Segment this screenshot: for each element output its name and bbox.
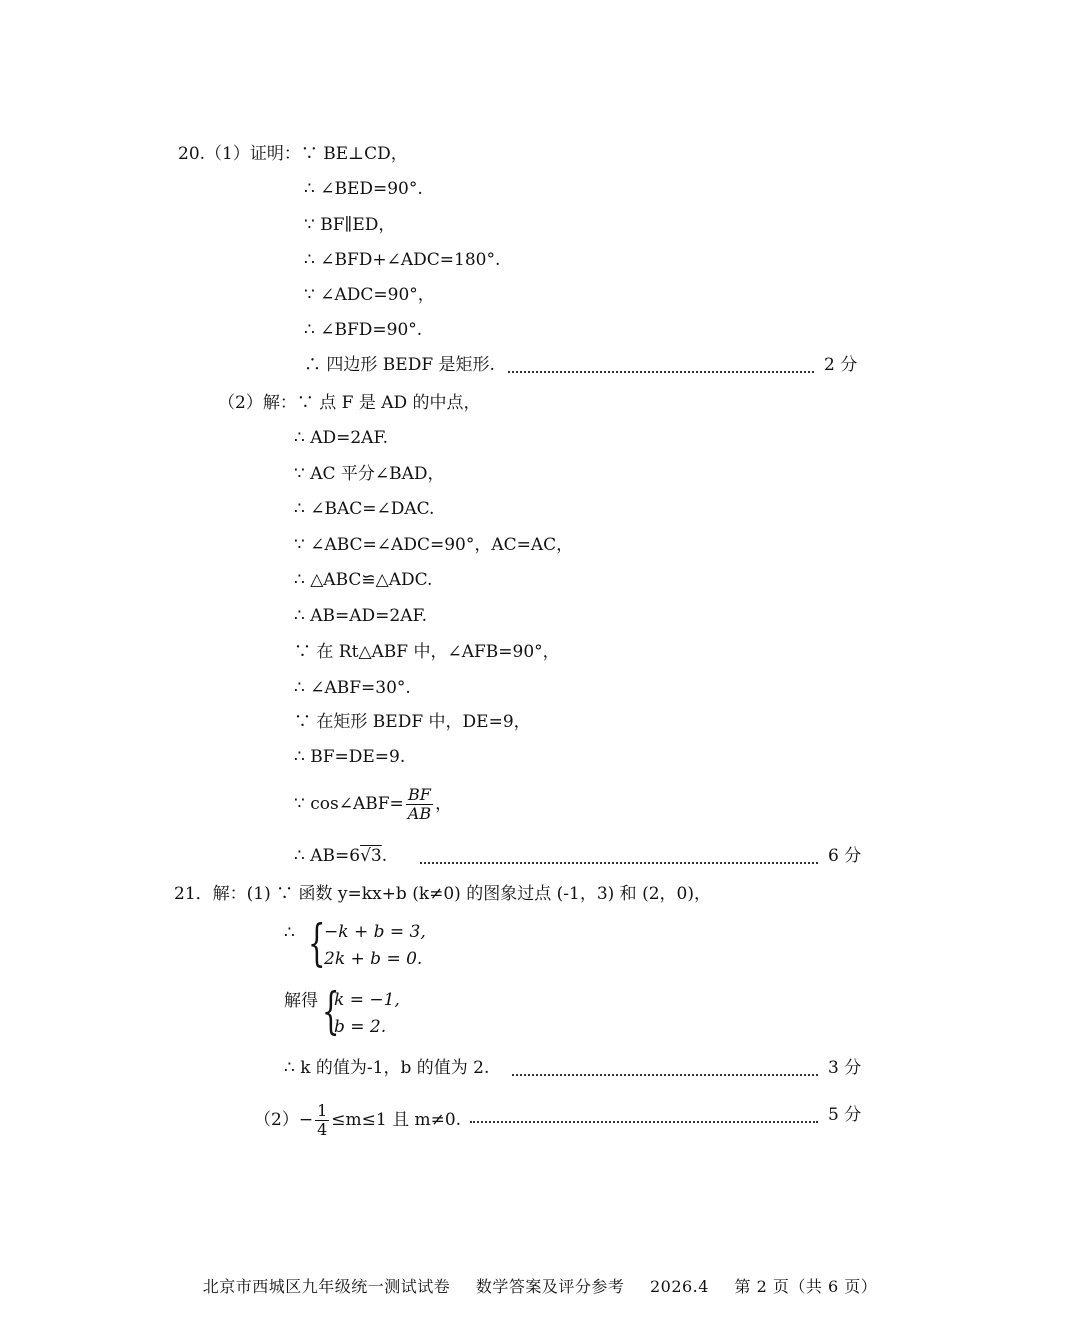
footer-subject: 数学答案及评分参考 [475,1277,625,1296]
q20-step: ∴ 四边形 BEDF 是矩形. [304,355,495,375]
q20-step: ∵ 在 Rt△ABF 中，∠AFB=90°， [294,642,560,662]
cos-fraction [406,786,433,823]
q20-step: ∵ ∠ABC=∠ADC=90°，AC=AC， [294,535,574,555]
ab-result [294,845,387,867]
footer-school: 北京市西城区九年级统一测试试卷 [202,1277,451,1296]
fraction-denominator: AB [407,804,432,823]
ab-prefix: ∴ AB=6 [294,846,361,866]
q21-intro: 21．解：(1) ∵ 函数 y=kx+b (k≠0) 的图象过点 (-1，3) 和 (2，0)， [174,884,711,904]
cos-prefix: ∵ cos∠ABF= [294,794,404,814]
q20-step: ∴ ∠BAC=∠DAC. [294,499,435,519]
system-equation: −k + b = 3, [324,922,426,942]
q20-step: ∴ AD=2AF. [294,428,389,448]
q20-step: ∴ ∠BFD+∠ADC=180°. [304,250,501,270]
score-label: 3 分 [828,1058,862,1078]
footer-page: 第 2 页（共 6 页） [734,1277,878,1296]
q20-step: ∵ 在矩形 BEDF 中，DE=9， [294,712,531,732]
q20-step: ∵ ∠ADC=90°， [304,285,435,305]
system-equation: 2k + b = 0. [324,949,423,969]
leader-dots [512,1074,818,1076]
page-footer [0,1274,1080,1297]
solve-label: 解得 [284,991,318,1011]
q21-part2 [254,1098,461,1142]
leader-dots [470,1121,818,1123]
leader-dots [508,371,814,373]
sqrt-value: √3 [360,846,382,866]
system-solution: k = −1, [334,990,400,1010]
therefore-symbol: ∴ [284,923,295,943]
q20-step: ∴ ∠BFD=90°. [304,320,423,340]
system-solution: b = 2. [334,1017,387,1037]
score-label: 2 分 [824,355,858,375]
q20-step: ∵ BF∥ED， [304,215,396,235]
ab-suffix: . [381,846,388,866]
fraction-numerator: BF [406,786,433,805]
cos-suffix: ， [435,794,453,814]
fraction-numerator: 1 [317,1101,328,1120]
part2-prefix: （2）− [254,1110,314,1130]
brace-icon: { [322,982,340,1040]
part2-fraction [315,1102,329,1139]
q20-step: ∴ ∠ABF=30°. [294,678,411,698]
part2-suffix: ≤m≤1 且 m≠0. [331,1110,462,1130]
cos-equation [294,782,452,826]
q20-step: ∵ AC 平分∠BAD， [294,464,445,484]
score-label: 5 分 [828,1105,862,1125]
score-label: 6 分 [828,846,862,866]
leader-dots [420,862,818,864]
footer-date: 2026.4 [649,1277,709,1296]
fraction-denominator: 4 [317,1120,328,1139]
q20-step: ∴ △ABC≌△ADC. [294,570,433,590]
q21-conclusion: ∴ k 的值为-1，b 的值为 2. [284,1058,490,1078]
q20-part1-intro: 20.（1）证明：∵ BE⊥CD， [178,144,408,164]
brace-icon: { [308,914,326,972]
q20-step: ∴ AB=AD=2AF. [294,606,428,626]
q20-step: ∴ ∠BED=90°. [304,179,423,199]
q20-part2-intro: （2）解：∵ 点 F 是 AD 的中点， [218,393,481,413]
q20-step: ∴ BF=DE=9. [294,747,406,767]
